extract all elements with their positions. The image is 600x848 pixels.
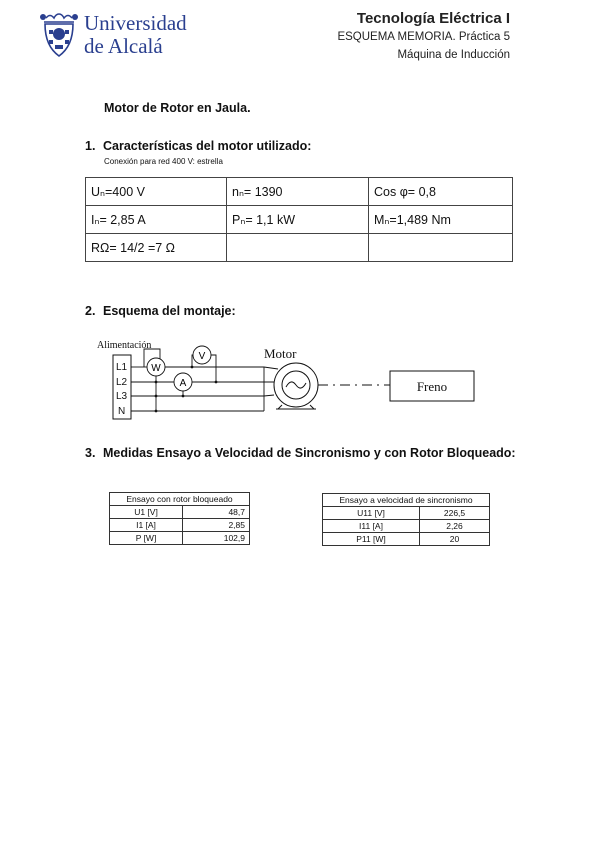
line-label-n: N: [118, 406, 126, 417]
section-title: Esquema del montaje:: [103, 304, 236, 318]
university-name-line2: de Alcalá: [84, 34, 163, 58]
table-row: [86, 178, 513, 206]
table-row: [86, 234, 513, 262]
table-header: Ensayo con rotor bloqueado: [110, 493, 250, 506]
table-row: [323, 520, 490, 533]
wattmeter-label: W: [151, 363, 161, 374]
voltmeter: [193, 346, 211, 364]
table-cell-value: 102,9: [183, 532, 250, 545]
table-cell-label: I11 [A]: [323, 520, 420, 533]
table-cell-label: P [W]: [110, 532, 183, 545]
section-number: 3.: [85, 446, 96, 460]
ammeter: [174, 373, 192, 391]
section-2-heading: [85, 304, 236, 318]
course-title: Tecnología Eléctrica I: [356, 10, 510, 27]
line-label-l2: L2: [116, 377, 128, 388]
voltmeter-label: V: [198, 351, 206, 362]
table-cell-value: 2,85: [183, 519, 250, 532]
table-cell: Pₙ= 1,1 kW: [227, 206, 369, 234]
university-logo-text: [84, 12, 187, 58]
motor-specs-table: [85, 177, 513, 262]
university-name-line1: Universidad: [84, 11, 187, 35]
table-header: Ensayo a velocidad de sincronismo: [323, 494, 490, 507]
blocked-rotor-table: [109, 492, 250, 545]
table-cell: nₙ= 1390: [227, 178, 369, 206]
section-title: Medidas Ensayo a Velocidad de Sincronismo y con Rotor Bloqueado:: [103, 446, 516, 460]
table-cell: Uₙ=400 V: [86, 178, 227, 206]
motor-symbol: [264, 363, 318, 409]
table-row: [110, 519, 250, 532]
brake-label: Freno: [416, 379, 448, 394]
table-cell-value: 20: [420, 533, 490, 546]
practice-name: Máquina de Inducción: [397, 49, 510, 61]
section-3-heading: [85, 446, 516, 460]
table-cell: RΩ= 14/2 =7 Ω: [86, 234, 227, 262]
table-row: [323, 533, 490, 546]
table-row: [110, 532, 250, 545]
table-cell-label: P11 [W]: [323, 533, 420, 546]
supply-label: Alimentación: [97, 340, 152, 351]
university-crest-icon: [38, 12, 80, 62]
table-row: [323, 507, 490, 520]
synchronous-speed-table: [322, 493, 490, 546]
wattmeter: [147, 358, 165, 376]
table-cell: Iₙ= 2,85 A: [86, 206, 227, 234]
table-cell: [227, 234, 369, 262]
table-row: [323, 494, 490, 507]
ammeter-label: A: [179, 378, 187, 389]
section-number: 2.: [85, 304, 96, 318]
table-cell: [369, 234, 513, 262]
table-row: [110, 506, 250, 519]
table-cell-label: U1 [V]: [110, 506, 183, 519]
table-cell-label: I1 [A]: [110, 519, 183, 532]
table-cell: Mₙ=1,489 Nm: [369, 206, 513, 234]
table-row: [86, 206, 513, 234]
section-number: 1.: [85, 139, 96, 153]
table-row: [110, 493, 250, 506]
line-label-l1: L1: [116, 362, 128, 373]
line-label-l3: L3: [116, 391, 128, 402]
page-heading: Motor de Rotor en Jaula.: [104, 101, 251, 115]
connection-note: Conexión para red 400 V: estrella: [104, 157, 223, 166]
section-title: Características del motor utilizado:: [103, 139, 312, 153]
table-cell-label: U11 [V]: [323, 507, 420, 520]
section-1-heading: [85, 139, 311, 153]
table-cell-value: 2,26: [420, 520, 490, 533]
table-cell-value: 226,5: [420, 507, 490, 520]
wiring-diagram: [88, 335, 488, 423]
document-subtitle: ESQUEMA MEMORIA. Práctica 5: [337, 31, 510, 43]
table-cell-value: 48,7: [183, 506, 250, 519]
table-cell: Cos φ= 0,8: [369, 178, 513, 206]
motor-label: Motor: [264, 346, 297, 361]
